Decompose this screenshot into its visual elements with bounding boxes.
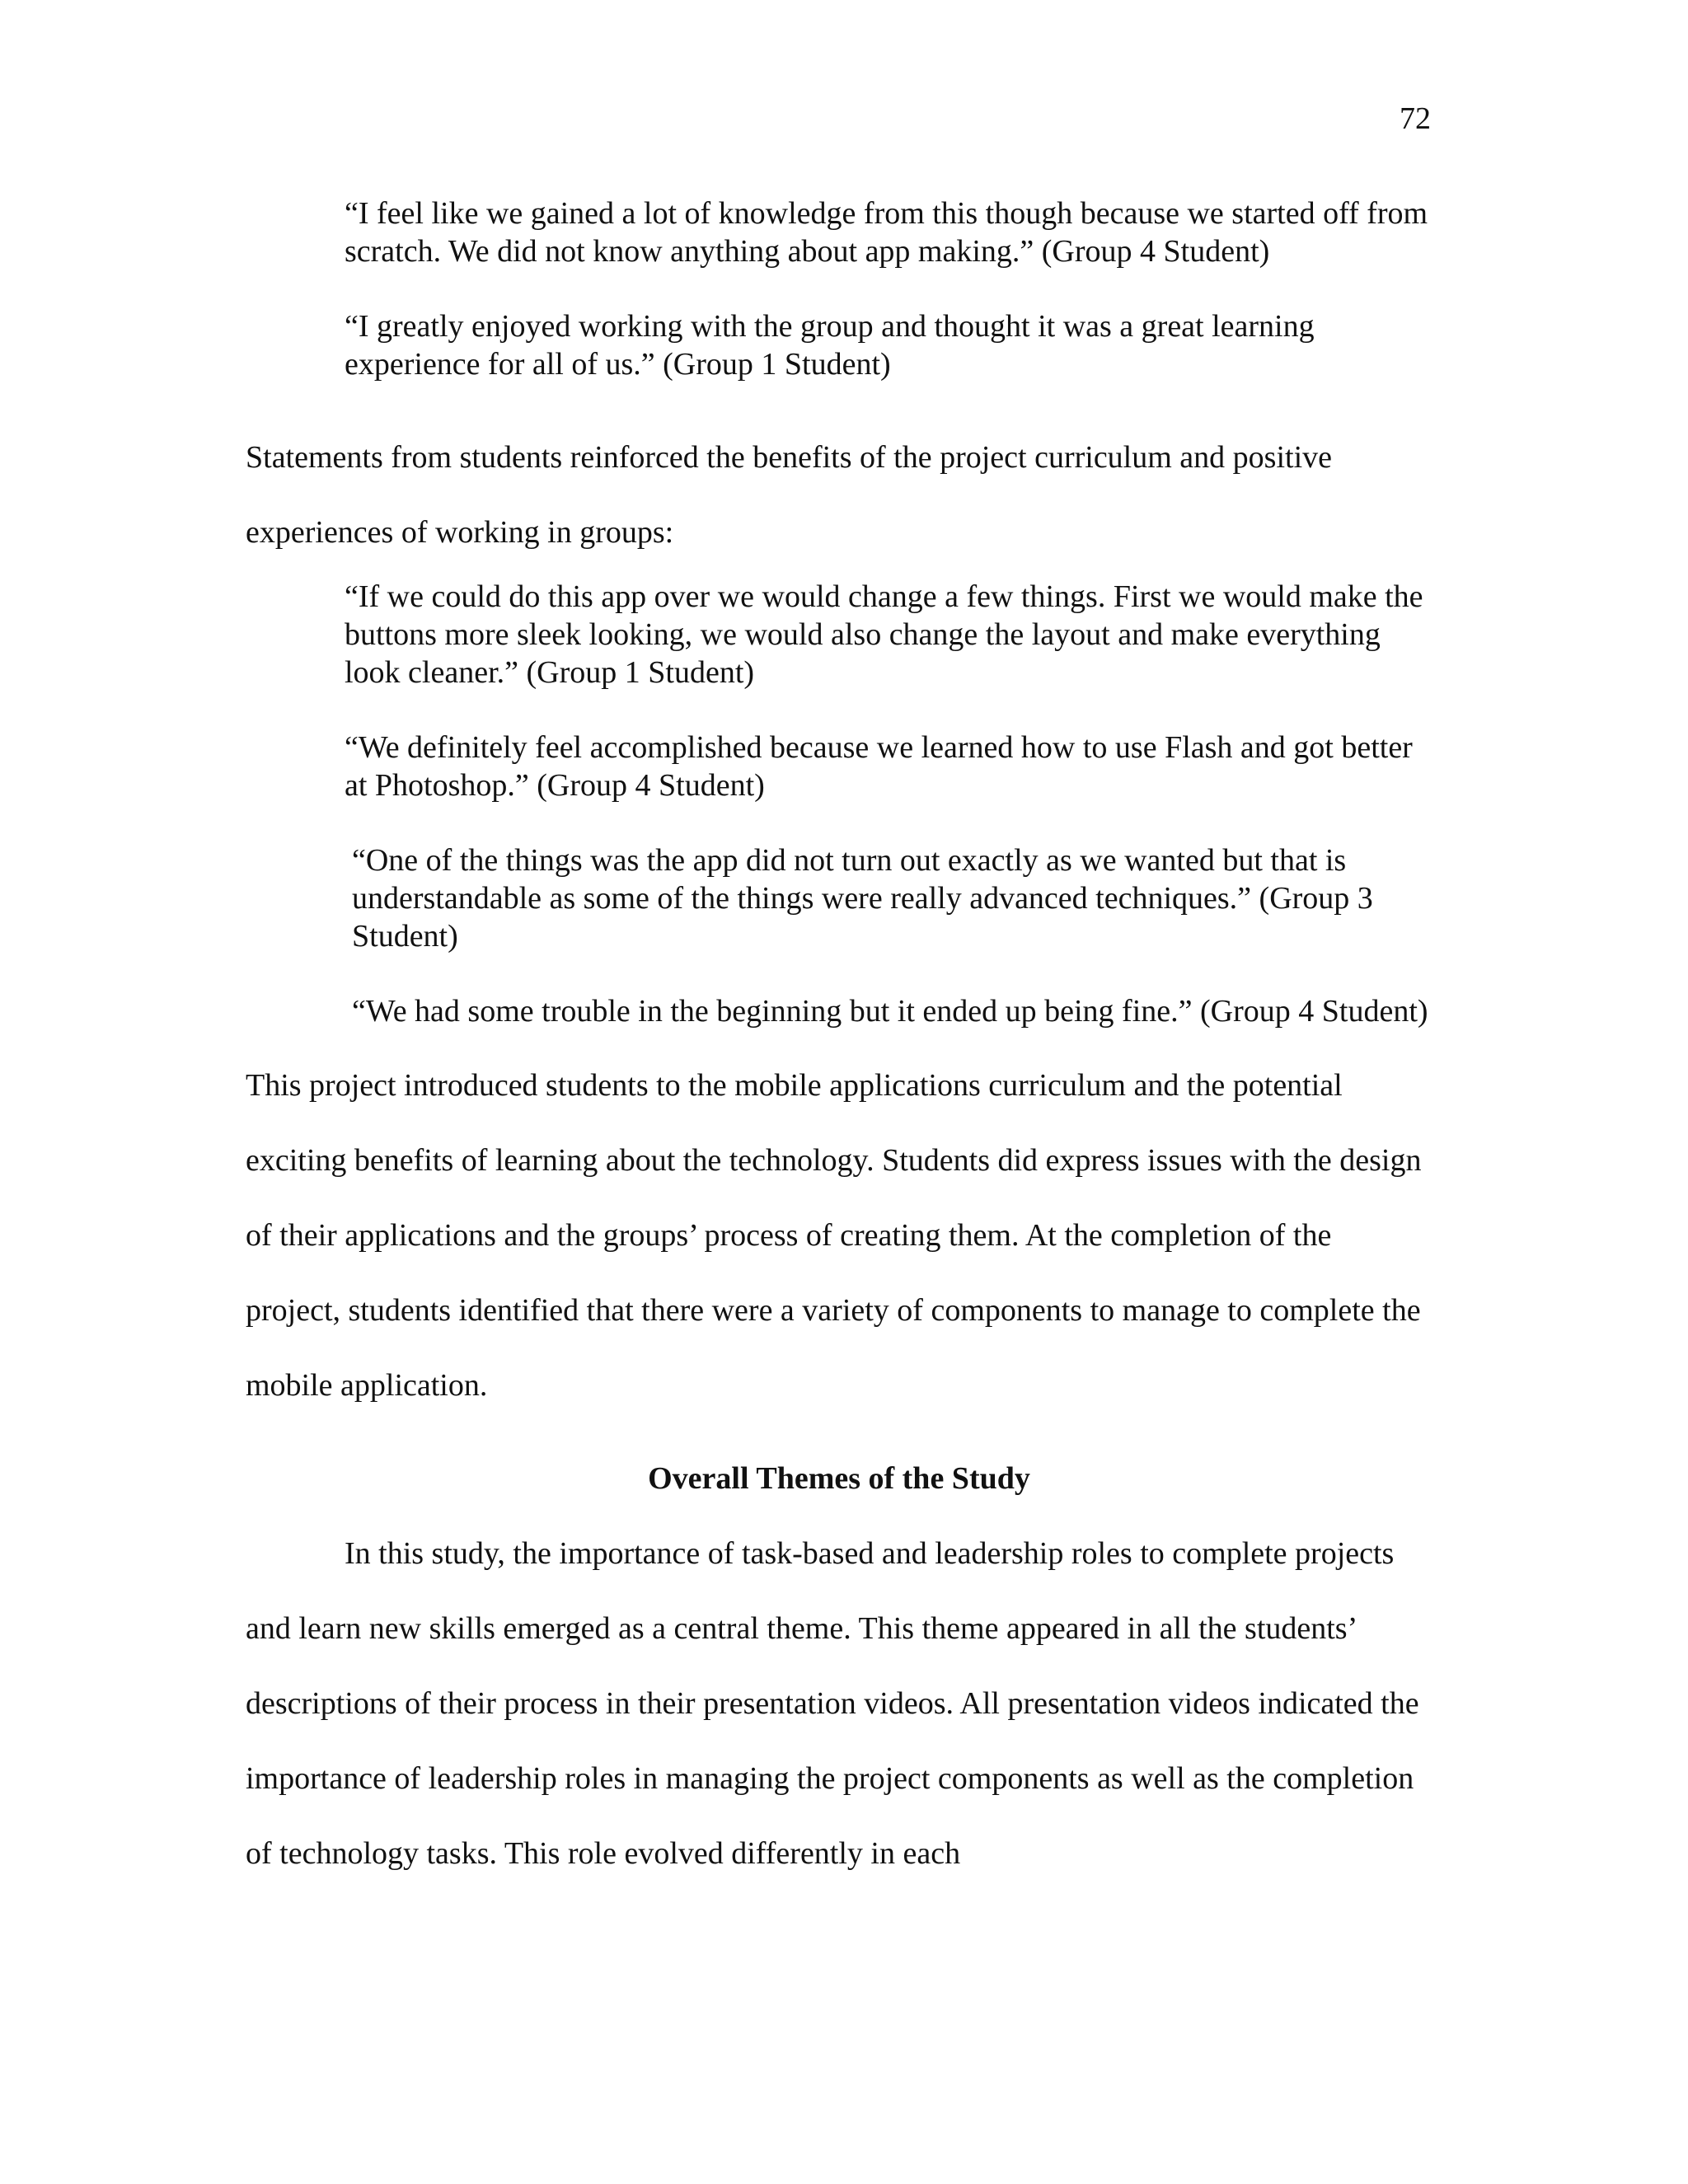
block-quote: “If we could do this app over we would change a few things. First we would make the buttons more sleek looking, we would also change the layout and make everything look cleaner.” (Group 1 Student) — [345, 579, 1423, 690]
page-number: 72 — [1400, 101, 1431, 136]
body-paragraph: In this study, the importance of task-based and leadership roles to complete projects and learn new skills emerged as a central theme. This theme appeared in all the students’ descriptions of their process in their presentation videos. All presentation videos indicated the importance of leadership roles in managing the project components as well as the completion of technology tasks. This role evolved differently in each — [246, 1536, 1419, 1871]
block-quote: “I feel like we gained a lot of knowledge from this though because we started off from scratch. We did not know anything about app making.” (Group 4 Student) — [345, 196, 1428, 269]
body-paragraph: Statements from students reinforced the benefits of the project curriculum and positive experiences of working in groups: — [246, 440, 1332, 550]
page-body — [246, 194, 1432, 1891]
block-quote: “We had some trouble in the beginning but it ended up being fine.” (Group 4 Student) — [352, 994, 1428, 1029]
block-quote: “One of the things was the app did not turn out exactly as we wanted but that is understandable as some of the things were really advanced techniques.” (Group 3 Student) — [352, 843, 1373, 954]
block-quote: “We definitely feel accomplished because we learned how to use Flash and got better at Photoshop.” (Group 4 Student) — [345, 730, 1413, 803]
section-heading: Overall Themes of the Study — [648, 1461, 1030, 1496]
body-paragraph: This project introduced students to the mobile applications curriculum and the potential exciting benefits of learning about the technology. Students did express issues with the design of their applications and the groups’ process of creating them. At the completion of the project, students identified that there were a variety of components to manage to complete the mobile application. — [246, 1068, 1422, 1403]
block-quote: “I greatly enjoyed working with the group and thought it was a great learning experience for all of us.” (Group 1 Student) — [345, 309, 1315, 382]
